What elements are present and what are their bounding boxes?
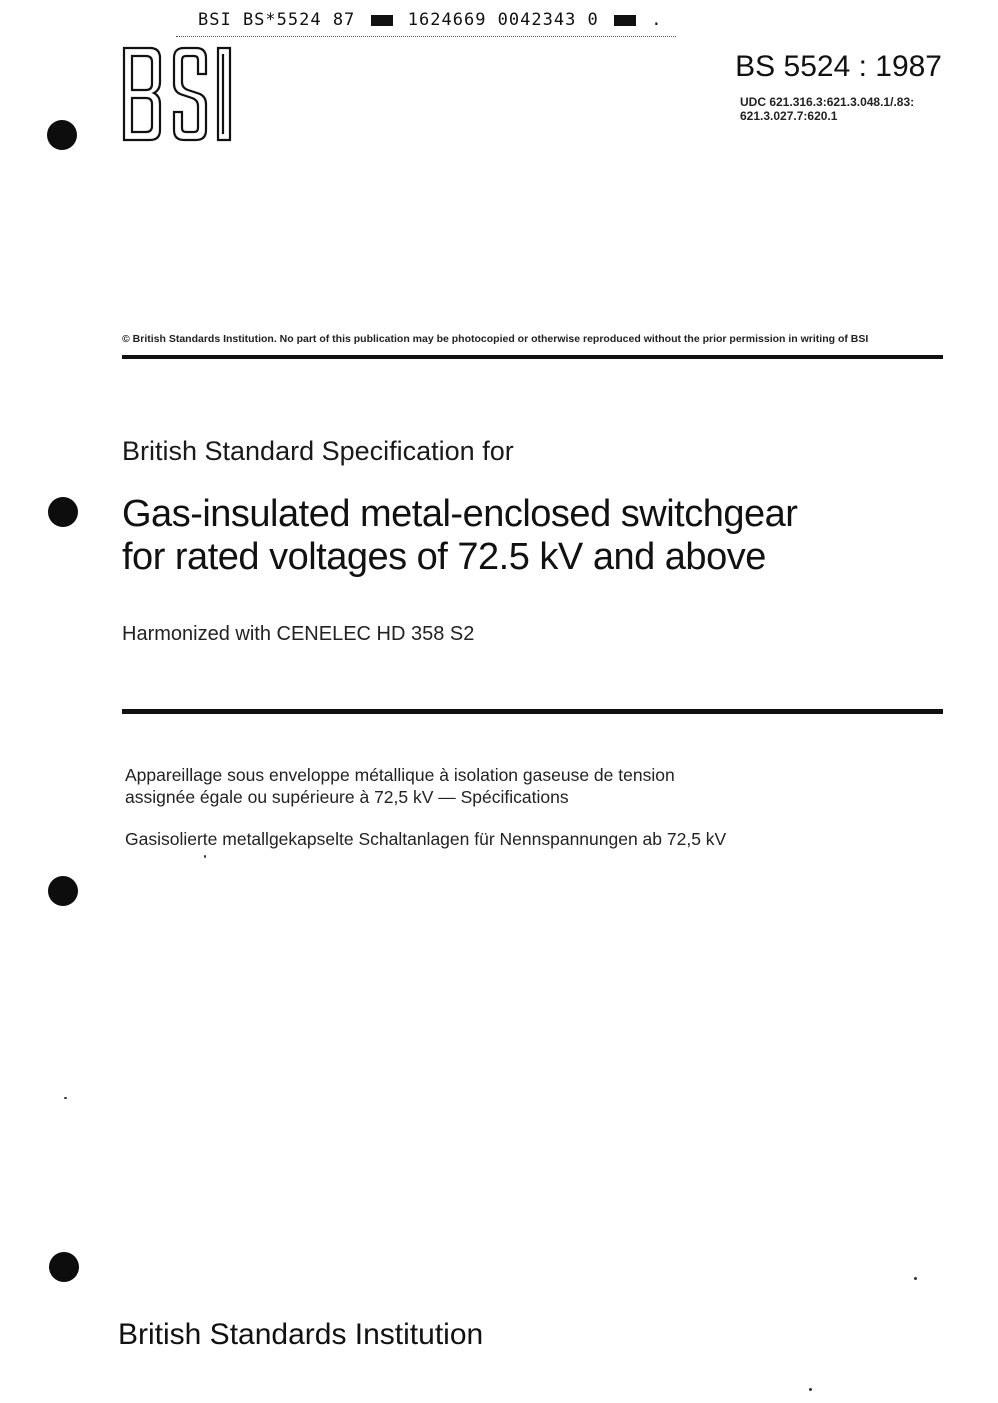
udc-line: 621.3.027.7:620.1 <box>740 109 838 123</box>
udc-line: UDC 621.316.3:621.3.048.1/.83: <box>740 95 915 109</box>
spec-label: British Standard Specification for <box>122 436 514 466</box>
dot-mark: . <box>651 10 663 30</box>
publisher-name: British Standards Institution <box>118 1318 484 1351</box>
horizontal-rule <box>122 355 943 359</box>
scan-speck <box>809 1388 812 1391</box>
punch-hole <box>48 876 78 906</box>
french-title-line: Appareillage sous enveloppe métallique à isolation gaseuse de tension <box>125 765 675 785</box>
scan-speck <box>204 855 206 858</box>
main-title-line: for rated voltages of 72.5 kV and above <box>122 536 766 578</box>
scan-speck <box>64 1097 67 1099</box>
document-code-part1: BSI BS*5524 87 <box>198 10 356 30</box>
redaction-block <box>371 15 393 26</box>
document-code-part2: 1624669 0042343 0 <box>407 10 599 30</box>
copyright-notice: © British Standards Institution. No part of this publication may be photocopied or otherwise reproduced without the prior permission in writing of BSI <box>122 333 869 345</box>
french-title <box>125 764 675 808</box>
document-code-line <box>198 10 663 30</box>
redaction-block <box>614 15 636 26</box>
code-line-underline <box>176 36 676 37</box>
scan-speck <box>914 1277 917 1280</box>
main-title-line: Gas-insulated metal-enclosed switchgear <box>122 493 798 535</box>
bsi-logo <box>120 44 236 149</box>
standard-number: BS 5524 : 1987 <box>735 50 942 83</box>
udc-classification <box>740 95 914 123</box>
punch-hole <box>49 1252 79 1282</box>
main-title <box>122 493 797 579</box>
harmonization-note: Harmonized with CENELEC HD 358 S2 <box>122 623 475 645</box>
punch-hole <box>48 497 78 527</box>
french-title-line: assignée égale ou supérieure à 72,5 kV — Spécifications <box>125 787 569 807</box>
punch-hole <box>47 120 77 150</box>
horizontal-rule <box>122 709 943 714</box>
german-title: Gasisolierte metallgekapselte Schaltanlagen für Nennspannungen ab 72,5 kV <box>125 829 727 849</box>
